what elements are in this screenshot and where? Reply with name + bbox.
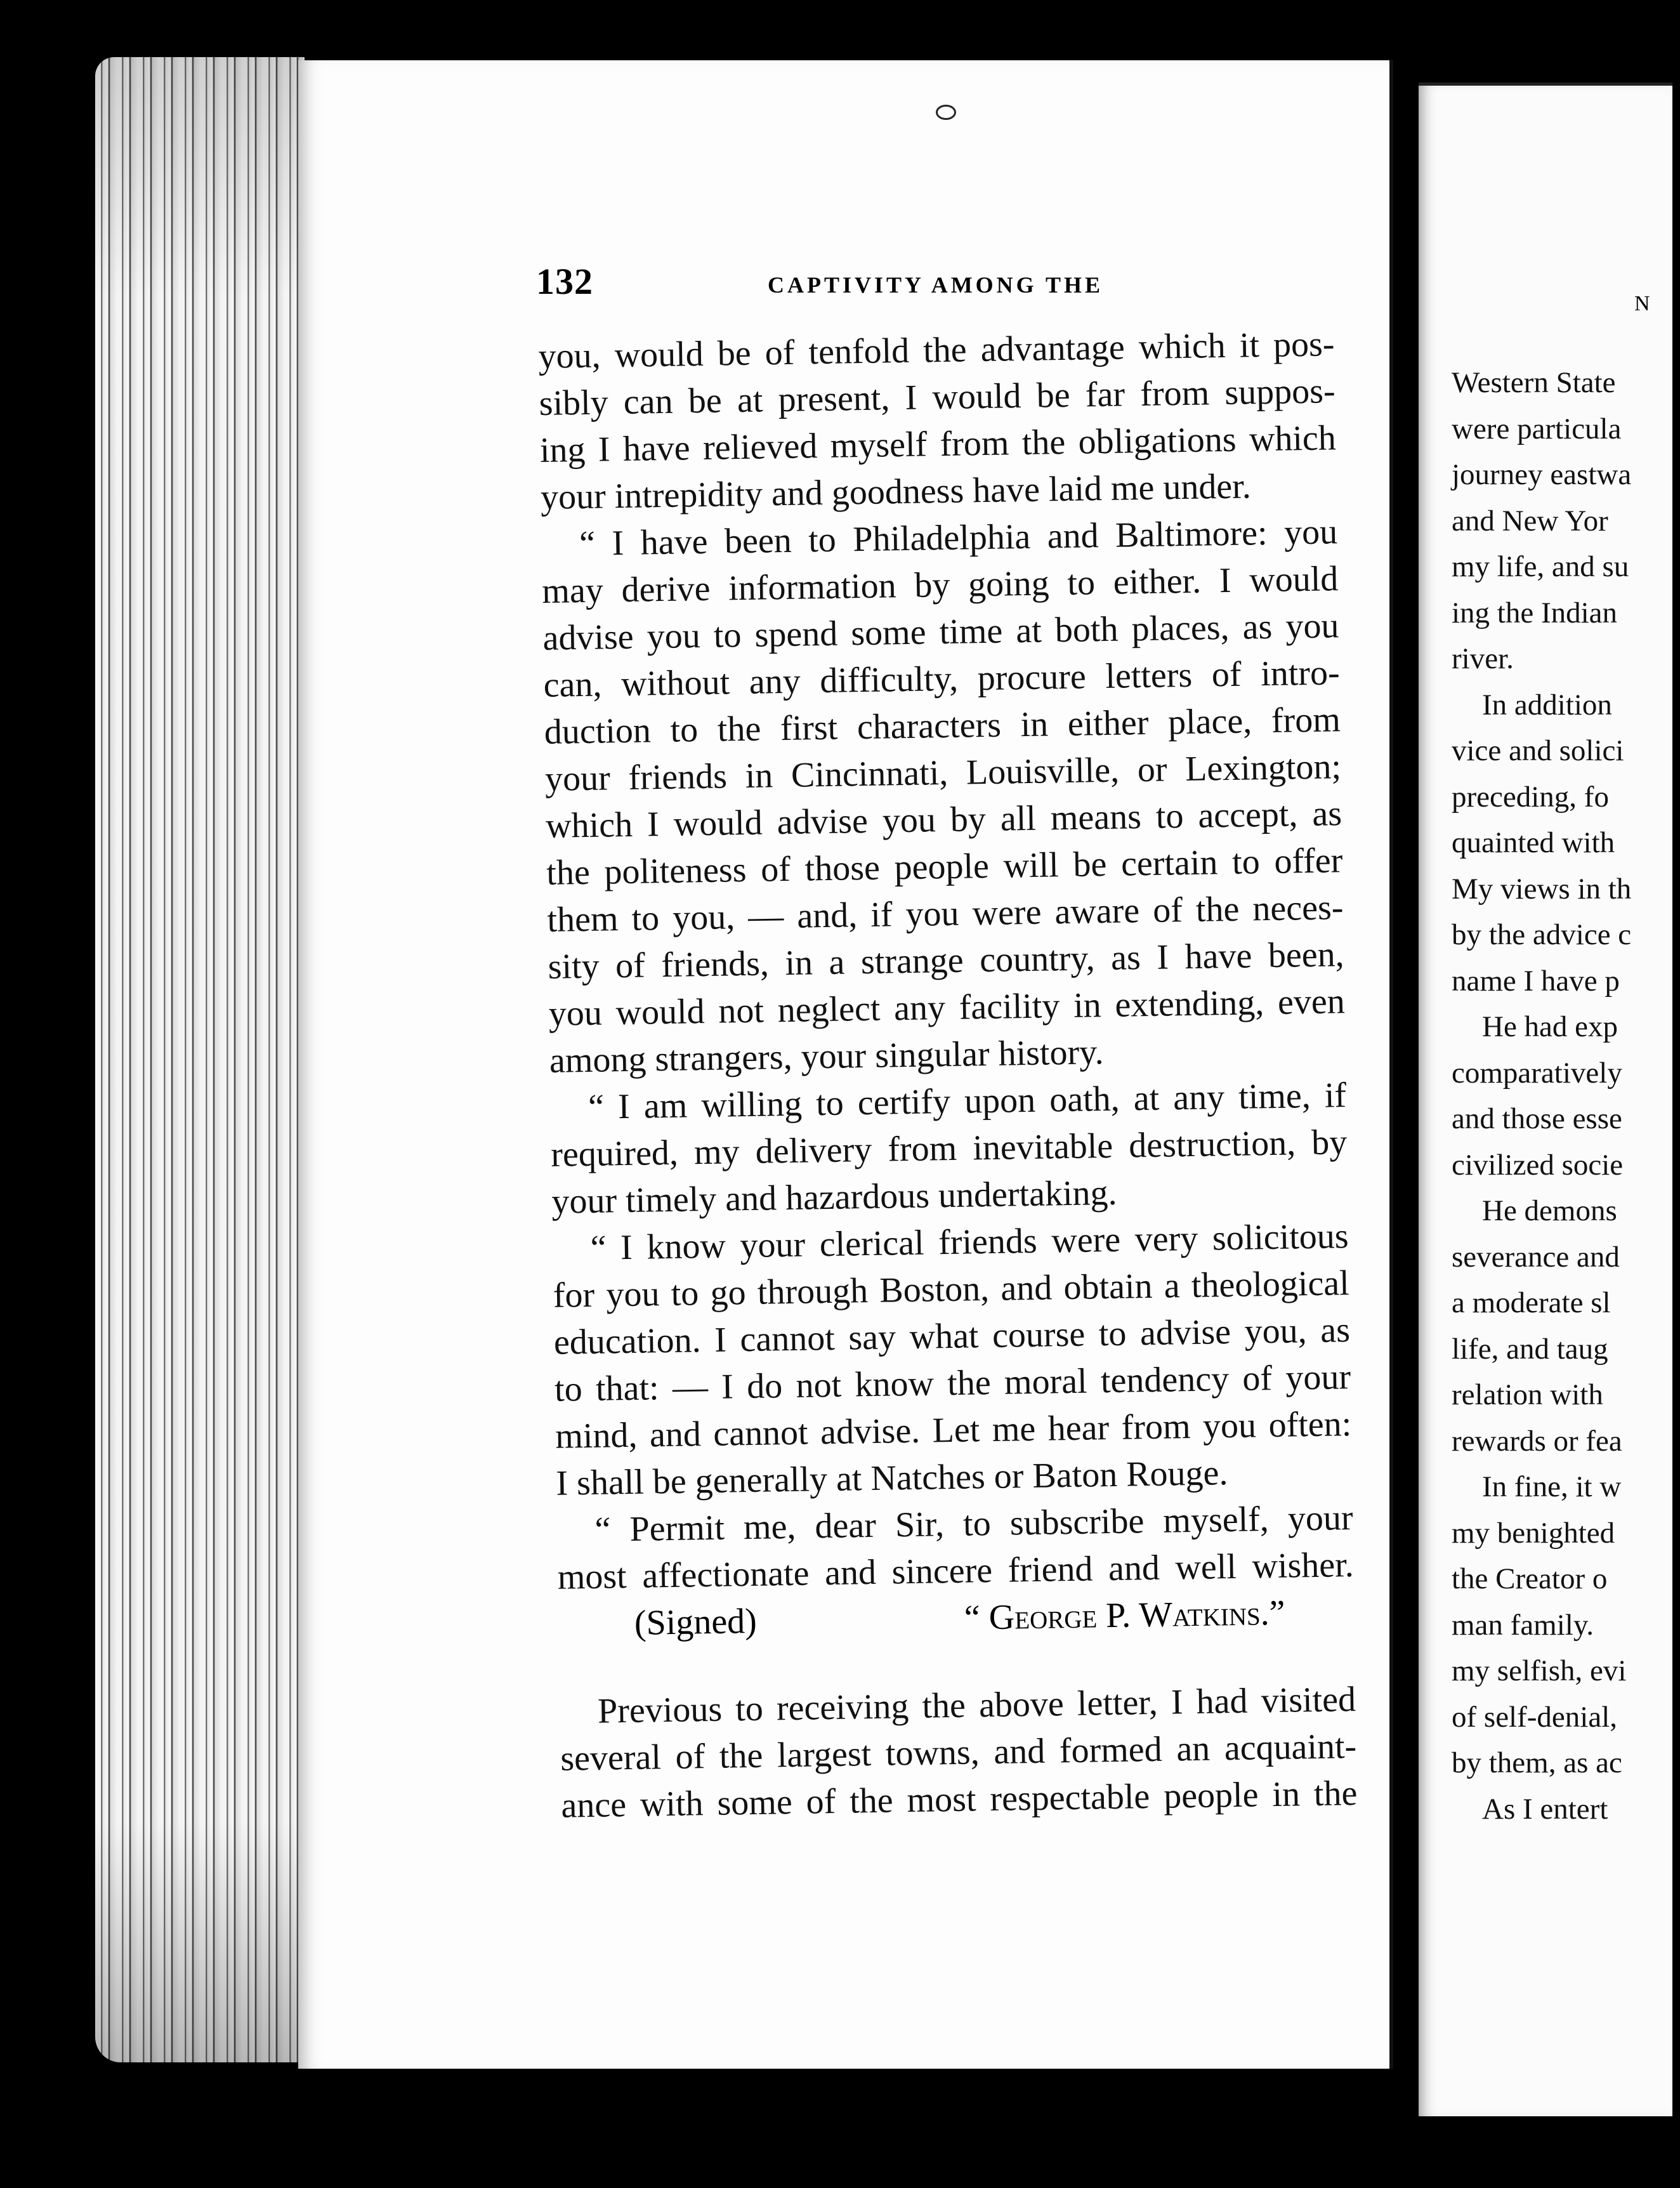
text-line: your friends in Cincinnati, Louisville, or Lexington; [544,747,1342,799]
text-line: My views in th [1452,872,1632,906]
text-line: were particula [1452,412,1622,445]
text-line: Western State [1452,366,1616,399]
text-line: river. [1452,642,1514,675]
text-line: ing the Indian [1452,596,1618,629]
text-line: you would not neglect any facility in extending, even [548,982,1346,1034]
text-line: I shall be generally at Natches or Baton Rouge. [555,1453,1228,1503]
text-line: sity of friends, in a strange country, as I have been, [548,935,1345,987]
text-line: which I would advise you by all means to accept, as [545,794,1342,846]
text-line: vice and solici [1452,734,1624,767]
page-number: 132 [536,261,593,302]
text-line: may derive information by going to either. I would [541,559,1339,611]
text-line: ance with some of the most respectable people in the [560,1774,1358,1826]
text-line: In fine, it w [1482,1470,1622,1503]
text-line: my life, and su [1452,550,1629,583]
text-line: name I have p [1452,964,1620,998]
text-line: relation with [1452,1378,1603,1411]
signatory-name: “ George P. Watkins.” [964,1593,1285,1638]
text-line: a moderate sl [1452,1286,1611,1319]
text-line: In addition [1482,688,1612,722]
text-line: by the advice c [1452,918,1632,951]
text-line: duction to the first characters in either place, from [544,700,1341,752]
signed-label: (Signed) [634,1601,758,1643]
body-text [538,320,1358,1829]
text-line: you, would be of tenfold the advantage which it pos- [538,324,1335,376]
book-gutter [1393,38,1419,2132]
text-line: ing I have relieved myself from the obligations which [539,418,1337,470]
text-line: your intrepidity and goodness have laid me under. [540,466,1252,517]
text-line: can, without any difficulty, procure letters of intro- [543,653,1341,705]
text-line: severance and [1452,1240,1620,1274]
text-line: to that: — I do not know the moral tendency of your [554,1357,1351,1409]
text-line: man family. [1452,1608,1594,1642]
text-line: quainted with [1452,826,1615,859]
text-line: advise you to spend some time at both places, as you [542,606,1339,658]
text-line: “ I am willing to certify upon oath, at any time, if [587,1076,1347,1127]
binding-hole-mark [936,105,956,120]
text-line: civilized socie [1452,1148,1624,1182]
right-body-text [1452,360,1680,1832]
text-line: the Creator o [1452,1562,1608,1595]
text-line: them to you, — and, if you were aware of the neces- [547,888,1344,940]
text-line: of self-denial, [1452,1700,1618,1734]
text-line: journey eastwa [1452,458,1632,491]
left-page [298,60,1393,2069]
text-line: education. I cannot say what course to advise you, as [553,1310,1351,1362]
text-line: by them, as ac [1452,1746,1622,1779]
text-line: He had exp [1482,1010,1618,1043]
text-line: my selfish, evi [1452,1654,1627,1687]
text-line: rewards or fea [1452,1424,1622,1458]
text-line: and those esse [1452,1102,1622,1135]
text-line: most affectionate and sincere friend and well wisher. [557,1545,1355,1597]
text-line: He demons [1482,1194,1617,1227]
text-line: As I entert [1482,1792,1608,1826]
page-stack-shade [95,57,305,2062]
text-line: life, and taug [1452,1332,1608,1366]
text-line: mind, and cannot advise. Let me hear from you often: [555,1404,1352,1456]
text-line: several of the largest towns, and formed an acquaint- [560,1727,1357,1779]
text-line: “ I know your clerical friends were very solicitous [590,1216,1349,1268]
text-line: for you to go through Boston, and obtain a theological [553,1263,1350,1315]
text-line: and New Yor [1452,504,1608,537]
text-line: among strangers, your singular history. [549,1032,1104,1081]
text-line: “ Permit me, dear Sir, to subscribe myself, your [594,1498,1353,1550]
text-line: your timely and hazardous undertaking. [551,1173,1117,1222]
text-line: sibly can be at present, I would be far from suppos- [539,371,1336,423]
running-title: CAPTIVITY AMONG THE [768,272,1104,298]
text-line: my benighted [1452,1516,1615,1550]
text-line: preceding, fo [1452,780,1609,814]
text-line: comparatively [1452,1056,1622,1090]
text-line: Previous to receiving the above letter, I had visited [597,1680,1356,1731]
text-line: the politeness of those people will be certain to offer [546,841,1343,893]
text-line: “ I have been to Philadelphia and Baltimore: you [579,512,1338,564]
text-line: required, my delivery from inevitable destruction, by [550,1123,1348,1175]
running-head [298,260,1389,311]
right-page [1419,82,1672,2116]
right-running-head: N [1634,292,1653,315]
